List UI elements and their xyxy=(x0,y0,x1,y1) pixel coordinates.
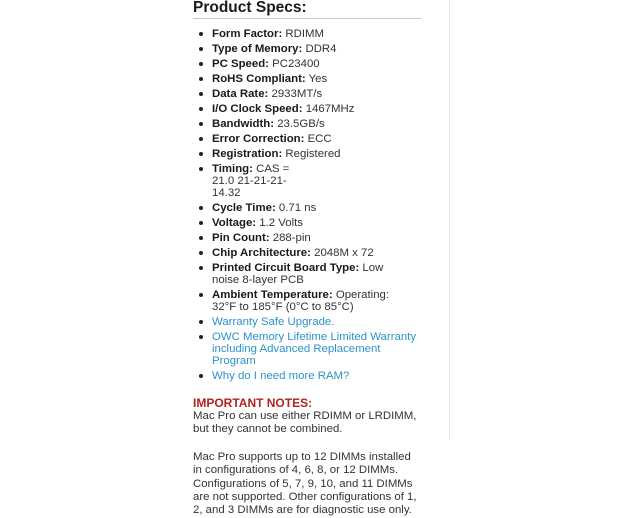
spec-label: I/O Clock Speed: xyxy=(212,103,303,115)
bullet-icon xyxy=(199,137,203,141)
note-paragraph: Mac Pro supports up to 12 DIMMs installed in configurations of 4, 6, 8, or 12 DIMMs. Configurations of 5, 7, 9, 10, and 11 DIMMs are not supported. Other configurations of 1, 2, and 3 DIMMs are for diagnostic use only. xyxy=(193,450,417,517)
link-item-lifetime-warranty xyxy=(193,331,422,367)
bullet-icon xyxy=(199,335,203,339)
spec-item-bandwidth xyxy=(193,118,412,130)
spec-item-pin-count xyxy=(193,232,412,244)
spec-item-pcb-type xyxy=(193,262,410,286)
spec-item-cycle-time xyxy=(193,202,412,214)
spec-item-chip-architecture xyxy=(193,247,412,259)
spec-value: 0.71 ns xyxy=(278,202,317,214)
bullet-icon xyxy=(199,221,203,225)
spec-value: Operating: 32°F to 185°F (0°C to 85°C) xyxy=(212,289,390,313)
bullet-icon xyxy=(199,122,203,126)
section-title: Product Specs: xyxy=(193,0,421,19)
spec-label: Ambient Temperature: xyxy=(212,289,333,301)
spec-item-timing xyxy=(193,163,312,199)
spec-value: ECC xyxy=(307,133,332,145)
spec-item-registration xyxy=(193,148,412,160)
bullet-icon xyxy=(199,251,203,255)
spec-item-ambient-temperature xyxy=(193,289,414,313)
spec-value: 288-pin xyxy=(272,232,311,244)
note-paragraph: Mac Pro can use either RDIMM or LRDIMM, but they cannot be combined. xyxy=(193,410,417,436)
spec-label: Chip Architecture: xyxy=(212,247,311,259)
bullet-icon xyxy=(199,32,203,36)
spec-item-error-correction xyxy=(193,133,412,145)
spec-item-io-clock-speed xyxy=(193,103,412,115)
bullet-icon xyxy=(199,92,203,96)
warranty-safe-upgrade-link[interactable]: Warranty Safe Upgrade. xyxy=(212,316,335,328)
important-notes-heading: IMPORTANT NOTES: xyxy=(193,396,313,410)
bullet-icon xyxy=(199,167,203,171)
spec-value: PC23400 xyxy=(272,58,320,70)
spec-label: Timing: xyxy=(212,163,253,175)
spec-item-type-of-memory xyxy=(193,43,412,55)
spec-value: 23.5GB/s xyxy=(277,118,325,130)
bullet-icon xyxy=(199,374,203,378)
spec-value: 1.2 Volts xyxy=(259,217,303,229)
product-specs-section xyxy=(193,0,453,518)
spec-label: Error Correction: xyxy=(212,133,305,145)
spec-label: Cycle Time: xyxy=(212,202,276,214)
spec-value: 1467MHz xyxy=(305,103,355,115)
spec-value: 2048M x 72 xyxy=(314,247,374,259)
spec-value: Yes xyxy=(308,73,328,85)
spec-value: 2933MT/s xyxy=(271,88,323,100)
spec-item-data-rate xyxy=(193,88,412,100)
spec-item-rohs-compliant xyxy=(193,73,412,85)
spec-value: Registered xyxy=(285,148,341,160)
spec-label: Form Factor: xyxy=(212,28,283,40)
bullet-icon xyxy=(199,62,203,66)
bullet-icon xyxy=(199,107,203,111)
spec-value: Low noise 8-layer PCB xyxy=(212,262,384,286)
bullet-icon xyxy=(199,320,203,324)
spec-label: Type of Memory: xyxy=(212,43,303,55)
lifetime-warranty-link[interactable]: OWC Memory Lifetime Limited Warranty including Advanced Replacement Program xyxy=(212,331,417,367)
spec-label: Registration: xyxy=(212,148,283,160)
spec-label: Data Rate: xyxy=(212,88,269,100)
spec-value: CAS = 21.0 21-21-21-14.32 xyxy=(212,163,290,199)
spec-label: Pin Count: xyxy=(212,232,270,244)
bullet-icon xyxy=(199,293,203,297)
spec-label: Voltage: xyxy=(212,217,257,229)
spec-label: Bandwidth: xyxy=(212,118,275,130)
spec-label: RoHS Compliant: xyxy=(212,73,306,85)
spec-label: PC Speed: xyxy=(212,58,269,70)
spec-label: Printed Circuit Board Type: xyxy=(212,262,360,274)
bullet-icon xyxy=(199,152,203,156)
spec-value: RDIMM xyxy=(285,28,325,40)
link-item-warranty-safe-upgrade xyxy=(193,316,412,328)
link-item-why-more-ram xyxy=(193,370,412,382)
bullet-icon xyxy=(199,266,203,270)
spec-item-pc-speed xyxy=(193,58,412,70)
bullet-icon xyxy=(199,206,203,210)
spec-list xyxy=(193,28,453,382)
spec-item-form-factor xyxy=(193,28,412,40)
spec-item-voltage xyxy=(193,217,412,229)
bullet-icon xyxy=(199,77,203,81)
bullet-icon xyxy=(199,47,203,51)
spec-value: DDR4 xyxy=(305,43,337,55)
bullet-icon xyxy=(199,236,203,240)
why-more-ram-link[interactable]: Why do I need more RAM? xyxy=(212,370,350,382)
